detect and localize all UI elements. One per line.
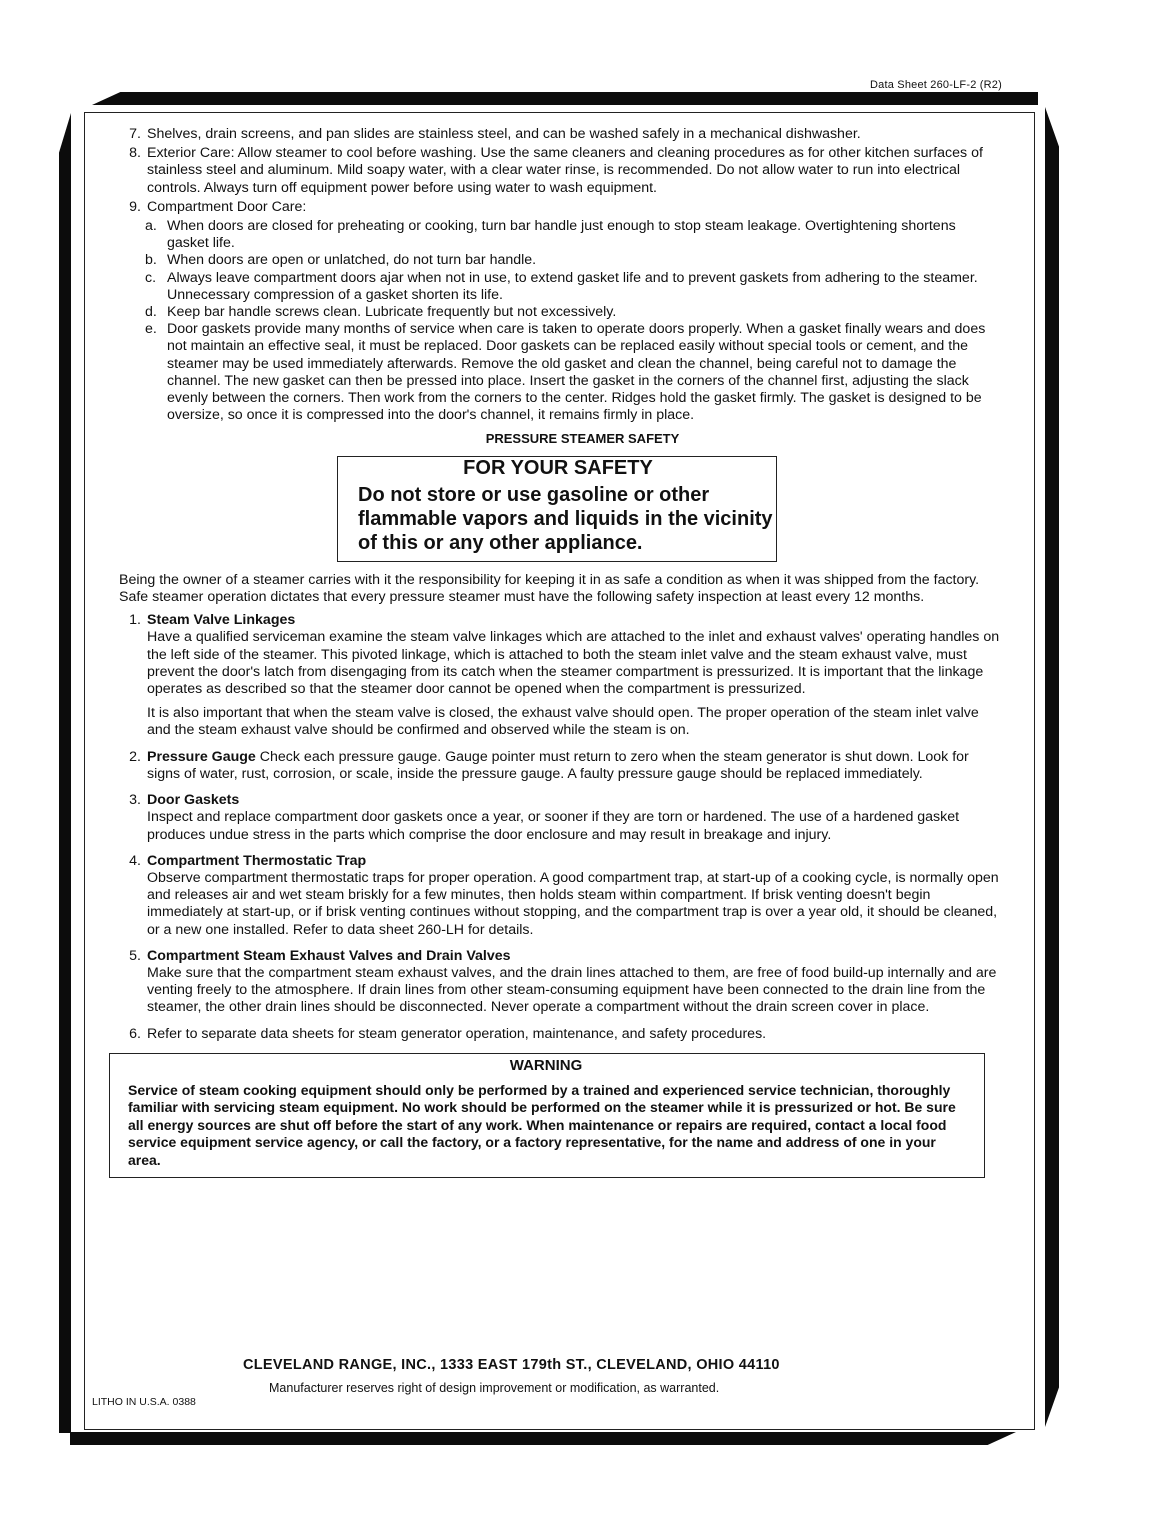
- safety-box-title: FOR YOUR SAFETY: [463, 456, 653, 479]
- care-item-8: [115, 145, 1000, 197]
- item-number: 9.: [129, 198, 141, 215]
- left-border-bar: [59, 113, 71, 1433]
- inspection-item-4: [115, 853, 1000, 939]
- warning-box: [109, 1053, 985, 1179]
- item-number: 8.: [129, 145, 141, 162]
- safety-box-text: Do not store or use gasoline or other flammable vapors and liquids in the vicinity of this or any other appliance.: [358, 483, 773, 554]
- item-body: Inspect and replace compartment door gaskets once a year, or sooner if they are torn or hardened. The use of a hardened gasket produces undue stress in the parts which comprise the door enclosure and may result in breakage and injury.: [147, 809, 960, 843]
- door-care-item-c: [115, 270, 1000, 304]
- care-item-7: [115, 126, 1000, 143]
- item-body: Check each pressure gauge. Gauge pointer must return to zero when the steam generator is shut down. Look for signs of water, rust, corrosion, or scale, inside the pressure gauge. A faulty pressure gauge should be replaced immediately.: [147, 748, 969, 782]
- item-title: Door Gaskets: [147, 792, 240, 809]
- document-body: [115, 126, 1000, 1178]
- door-care-item-a: [115, 218, 1000, 252]
- sub-text: Keep bar handle screws clean. Lubricate frequently but not excessively.: [167, 304, 617, 321]
- item-number: 5.: [129, 947, 141, 964]
- sub-letter: c.: [145, 269, 157, 286]
- item-number: 1.: [129, 612, 141, 629]
- inspection-item-3: [115, 792, 1000, 844]
- sub-text: Door gaskets provide many months of service when care is taken to operate doors properly. When a gasket finally wears and does not maintain an effective seal, it must be replaced. Door gaskets can be replaced easily without special tools or cement, and the steamer may be used immediately afterwards. Remove the old gasket and clean the channel, being careful not to damage the channel. The new gasket can then be pressed into place. Insert the gasket in the corners of the channel first, adjusting the slack evenly between the corners. Then work from the corners to the center. Ridges hold the gasket firmly. The gasket is designed to be oversize, so once it is compressed into the door's channel, it remains firmly in place.: [167, 321, 986, 424]
- item-body: Make sure that the compartment steam exhaust valves, and the drain lines attached to them, are free of food build-up internally and are venting freely to the atmosphere. If drain lines from other steam-consuming equipment have been connected to the drain line from the steamer, the other drain lines should be disconnected. Never operate a compartment without the drain screen cover in place.: [147, 964, 997, 1016]
- right-border-bar: [1045, 107, 1059, 1427]
- item-number: 6.: [129, 1025, 141, 1042]
- item-text: Exterior Care: Allow steamer to cool before washing. Use the same cleaners and cleaning procedures as for other kitchen surfaces of stainless steel and aluminum. Mild soapy water, with a clear water rinse, is recommended. Do not allow water to run into electrical controls. Always turn off equipment power before using water to wash equipment.: [147, 145, 983, 196]
- inspection-item-5: [115, 948, 1000, 1017]
- item-body: Have a qualified serviceman examine the steam valve linkages which are attached to the inlet and exhaust valves' operating handles on the left side of the steamer. This pivoted linkage, which is attached to both the steam inlet valve and the steam exhaust valve, must prevent the door's latch from disengaging from its catch when the steamer compartment is pressurized. It is important that the linkage operates as described so that the steamer door cannot be opened when the compartment is pressurized.: [147, 629, 1000, 698]
- sub-letter: b.: [145, 252, 157, 269]
- item-number: 4.: [129, 852, 141, 869]
- sub-text: When doors are open or unlatched, do not turn bar handle.: [167, 252, 537, 269]
- door-care-item-b: [115, 252, 1000, 269]
- item-text: Compartment Door Care:: [147, 198, 307, 215]
- item-title: Pressure Gauge: [147, 748, 256, 765]
- inspection-item-1: [115, 612, 1000, 739]
- sub-text: When doors are closed for preheating or cooking, turn bar handle just enough to stop steam leakage. Overtightening shortens gasket life.: [167, 218, 956, 252]
- print-code: LITHO IN U.S.A. 0388: [92, 1396, 196, 1408]
- sub-letter: e.: [145, 321, 157, 338]
- inspection-item-2: [115, 749, 1000, 783]
- bottom-border-bar: [70, 1432, 1016, 1445]
- item-title: Compartment Steam Exhaust Valves and Drain Valves: [147, 947, 511, 964]
- data-sheet-id: Data Sheet 260-LF-2 (R2): [870, 79, 1002, 91]
- care-item-9: [115, 199, 1000, 216]
- item-title: Steam Valve Linkages: [147, 612, 296, 629]
- safety-notice-box: [337, 456, 777, 562]
- sub-text: Always leave compartment doors ajar when not in use, to extend gasket life and to prevent gaskets from adhering to the steamer. Unnecessary compression of a gasket shorten its life.: [167, 269, 978, 303]
- design-disclaimer: Manufacturer reserves right of design improvement or modification, as warranted.: [269, 1381, 720, 1395]
- item-text: Shelves, drain screens, and pan slides are stainless steel, and can be washed safely in a mechanical dishwasher.: [147, 126, 861, 142]
- top-border-bar: [92, 92, 1038, 105]
- pressure-steamer-safety-heading: PRESSURE STEAMER SAFETY: [485, 431, 680, 447]
- item-body-continued: It is also important that when the steam valve is closed, the exhaust valve should open. The proper operation of the steam inlet valve and the steam exhaust valve should be confirmed and observed while the steam is on.: [147, 705, 979, 739]
- item-text: Refer to separate data sheets for steam generator operation, maintenance, and safety procedures.: [147, 1025, 767, 1042]
- door-care-item-d: [115, 304, 1000, 321]
- item-number: 3.: [129, 792, 141, 809]
- safety-intro: Being the owner of a steamer carries with it the responsibility for keeping it in as safe a condition as when it was shipped from the factory. Safe steamer operation dictates that every pressure steamer must have the following safety inspection at least every 12 months.: [119, 571, 980, 606]
- warning-title: WARNING: [509, 1056, 583, 1074]
- item-body: Observe compartment thermostatic traps for proper operation. A good compartment trap, at start-up of a cooking cycle, is normally open and releases air and wet steam briskly for a few minutes, then holds steam within compartment. If brisk venting doesn't begin immediately at start-up, or if brisk venting continues without stopping, and the compartment trap is over a year old, it should be cleaned, or a new one installed. Refer to data sheet 260-LH for details.: [147, 869, 999, 938]
- sub-letter: d.: [145, 304, 157, 321]
- door-care-item-e: [115, 321, 1000, 424]
- item-number: 7.: [129, 126, 141, 142]
- inspection-item-6: [115, 1026, 1000, 1043]
- item-number: 2.: [129, 748, 141, 765]
- sub-letter: a.: [145, 218, 157, 235]
- warning-text: Service of steam cooking equipment should only be performed by a trained and experienced service technician, thoroughly familiar with servicing steam equipment. No work should be performed on the steamer while it is pressurized or hot. Be sure all energy sources are shut off before the start of any work. When maintenance or repairs are required, contact a local food service equipment service agency, or call the factory, or a factory representative, for the name and address of one in your area.: [128, 1081, 956, 1168]
- item-title: Compartment Thermostatic Trap: [147, 852, 367, 869]
- company-address: CLEVELAND RANGE, INC., 1333 EAST 179th ST., CLEVELAND, OHIO 44110: [243, 1357, 780, 1373]
